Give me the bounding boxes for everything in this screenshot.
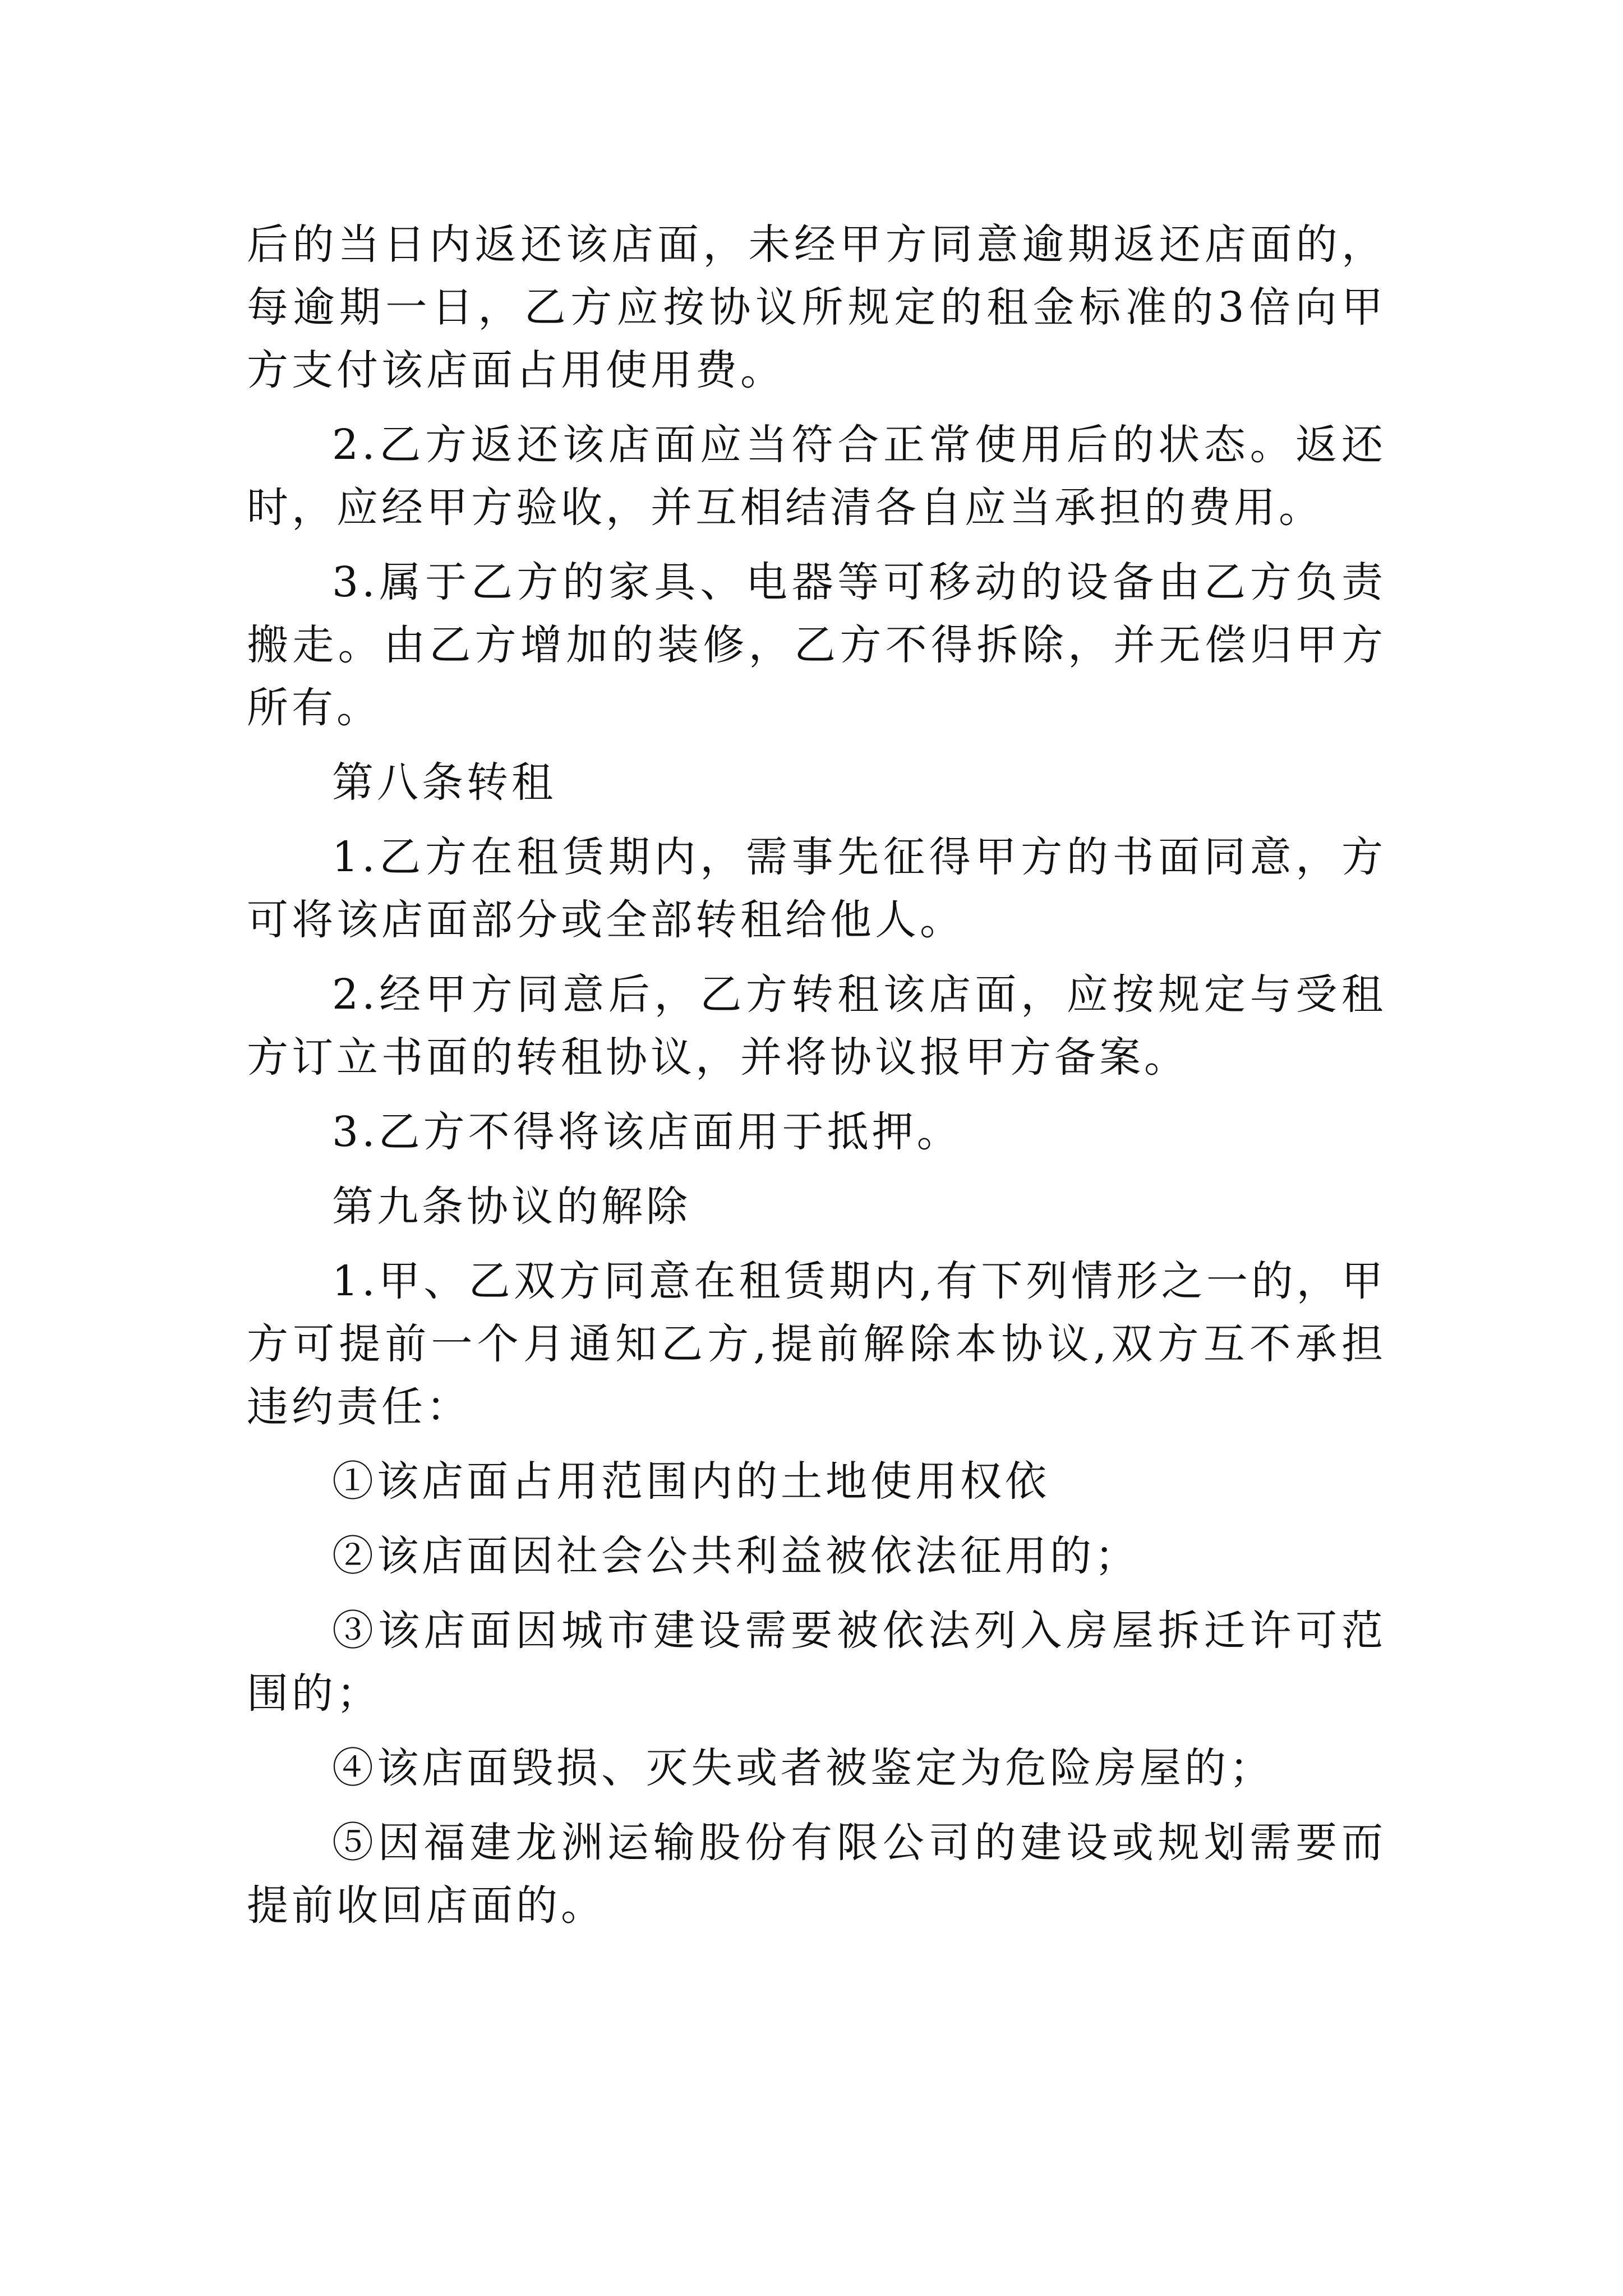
paragraph-item-3-movable-equipment: 3.属于乙方的家具、电器等可移动的设备由乙方负责搬走。由乙方增加的装修，乙方不得拆除，并无偿归甲方所有。 <box>247 558 1386 732</box>
section-heading-article-9: 第九条协议的解除 <box>332 1182 691 1231</box>
paragraph-item-2-return-state: 2.乙方返还该店面应当符合正常使用后的状态。返还时，应经甲方验收，并互相结清各自应当承担的费用。 <box>247 421 1386 532</box>
list-item-circled-5: ⑤因福建龙洲运输股份有限公司的建设或规划需要而提前收回店面的。 <box>247 1819 1386 1930</box>
paragraph-termination-1: 1.甲、乙双方同意在租赁期内,有下列情形之一的，甲方可提前一个月通知乙方,提前解除本协议,双方互不承担违约责任： <box>247 1257 1386 1431</box>
section-heading-article-8: 第八条转租 <box>332 758 556 807</box>
paragraph-sublease-3: 3.乙方不得将该店面用于抵押。 <box>332 1108 962 1156</box>
list-item-circled-2: ②该店面因社会公共利益被依法征用的； <box>332 1532 1140 1580</box>
list-item-circled-3: ③该店面因城市建设需要被依法列入房屋拆迁许可范围的； <box>247 1607 1386 1718</box>
paragraph-continuation: 后的当日内返还该店面，未经甲方同意逾期返还店面的，每逾期一日，乙方应按协议所规定的租金标准的3倍向甲方支付该店面占用使用费。 <box>247 220 1386 394</box>
list-item-circled-1: ①该店面占用范围内的土地使用权依 <box>332 1457 1050 1506</box>
paragraph-sublease-2: 2.经甲方同意后，乙方转租该店面，应按规定与受租方订立书面的转租协议，并将协议报甲方备案。 <box>247 970 1386 1082</box>
list-item-circled-4: ④该店面毁损、灭失或者被鉴定为危险房屋的； <box>332 1744 1274 1792</box>
paragraph-sublease-1: 1.乙方在租赁期内，需事先征得甲方的书面同意，方可将该店面部分或全部转租给他人。 <box>247 833 1386 944</box>
document-body <box>247 213 1386 1949</box>
